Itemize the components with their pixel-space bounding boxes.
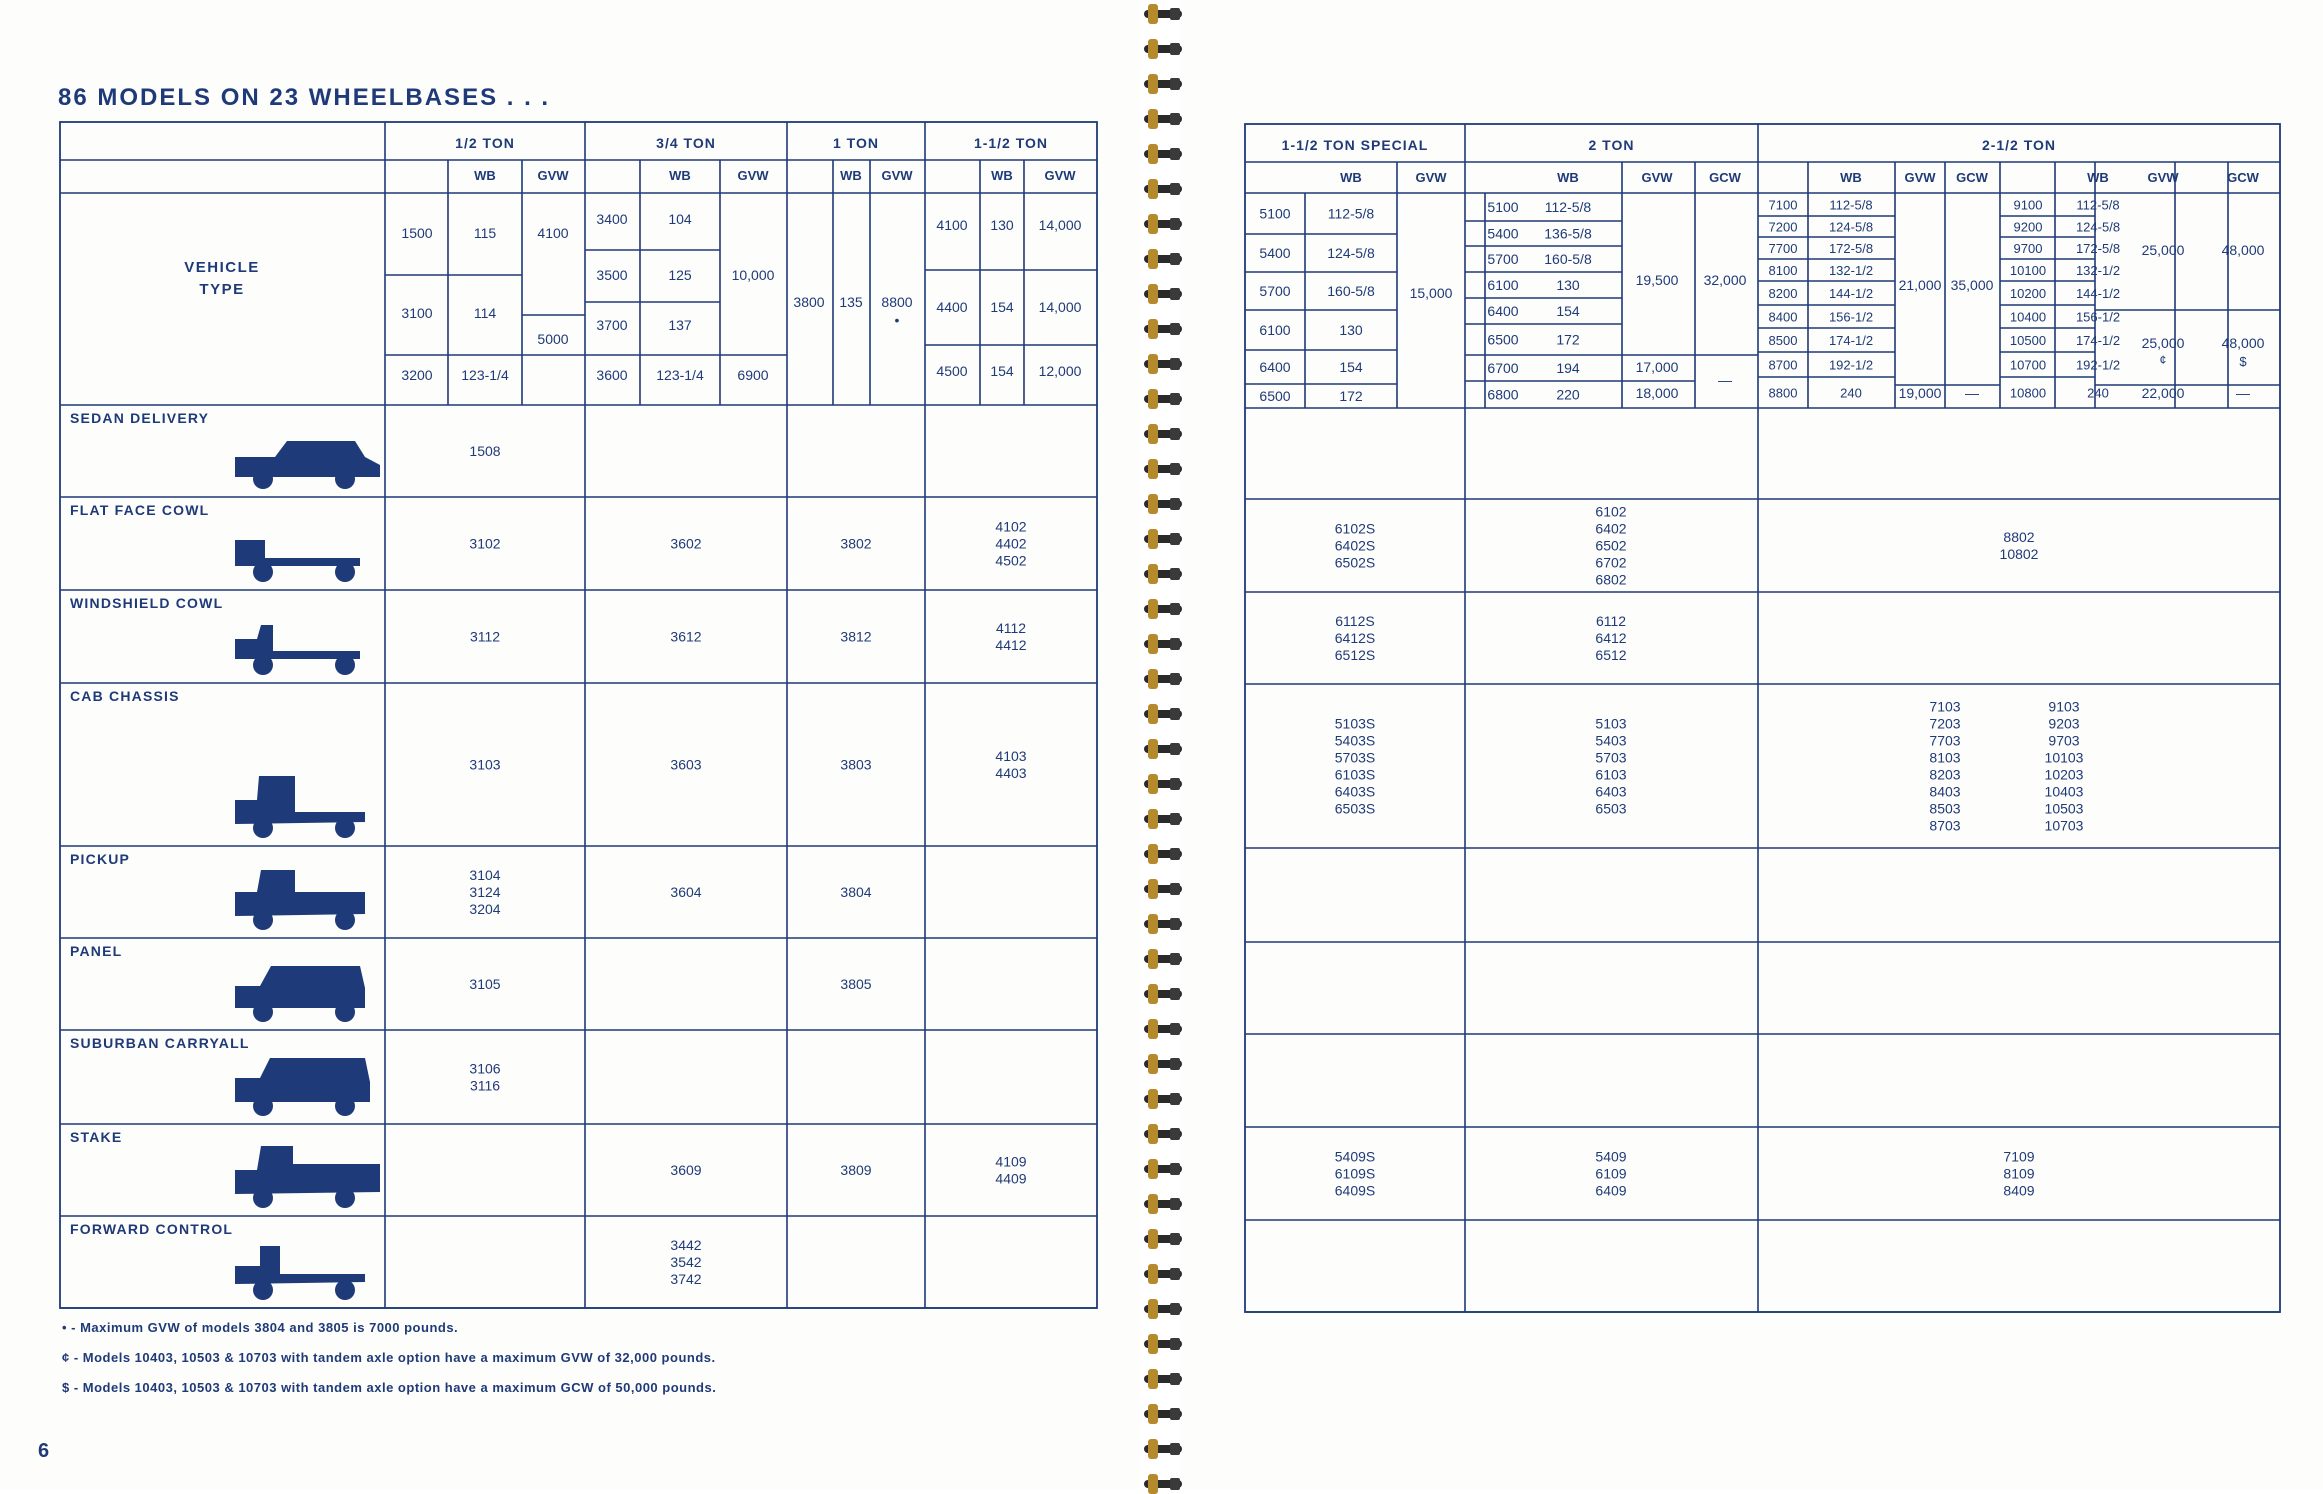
cell-text: 8400: [1768, 309, 1798, 325]
model-number: 6112: [1595, 613, 1627, 629]
cell-text: 3800: [793, 294, 825, 310]
cell-text: 25,000: [2141, 335, 2185, 351]
cell-text: 192-1/2: [1828, 357, 1874, 373]
flat-face-cowl-icon: [235, 540, 360, 582]
cell-text: 154: [1556, 303, 1580, 319]
gcw-header: GCW: [1709, 170, 1741, 185]
wb-header: WB: [840, 168, 862, 183]
model-number: 3602: [670, 535, 702, 552]
cell-text: —: [2236, 385, 2250, 401]
cell-text: 6100: [1259, 322, 1291, 338]
cell-text: 154: [1339, 359, 1363, 375]
cell-text: 135: [839, 294, 863, 310]
wb-header: WB: [474, 168, 496, 183]
model-number: 4103: [995, 748, 1027, 764]
pickup-icon: [235, 870, 365, 930]
group-header: 2 TON: [1588, 137, 1635, 153]
cell-text: 172-5/8: [1828, 241, 1874, 256]
model-number: 6512: [1595, 647, 1627, 663]
vehicle-name: PANEL: [70, 943, 123, 959]
cell-text: 48,000: [2221, 242, 2265, 258]
vehicle-name: CAB CHASSIS: [70, 688, 180, 704]
cell-text: 136-5/8: [1544, 225, 1592, 242]
model-number: 6402: [1595, 520, 1627, 537]
cell-text: •: [894, 312, 900, 328]
sedan-delivery-icon: [235, 441, 380, 489]
model-number: 6502S: [1334, 554, 1376, 571]
cell-text: 21,000: [1898, 277, 1942, 293]
model-number: 6112S: [1335, 613, 1375, 629]
cell-text: 4400: [936, 299, 968, 315]
cell-text: 5700: [1259, 283, 1291, 299]
model-number: 3609: [670, 1162, 702, 1178]
model-number: 3105: [469, 976, 501, 992]
cell-text: 124-5/8: [2075, 219, 2121, 235]
suburban-carryall-icon: [235, 1058, 370, 1116]
model-number: 6512S: [1334, 647, 1376, 663]
wb-header: WB: [1340, 170, 1362, 185]
model-number: 3805: [840, 976, 872, 992]
gcw-header: GCW: [1956, 170, 1988, 185]
cell-text: 10700: [2009, 357, 2047, 373]
group-header: 3/4 TON: [656, 135, 716, 151]
gvw-header: GVW: [2147, 170, 2179, 185]
vehicle-type-label: VEHICLE: [184, 259, 260, 276]
cell-text: 6800: [1487, 386, 1519, 403]
cell-text: 144-1/2: [1828, 286, 1874, 301]
model-number: 8203: [1929, 766, 1961, 783]
cell-text: —: [1718, 372, 1732, 388]
cell-text: 4100: [936, 217, 968, 233]
model-number: 6702: [1595, 554, 1627, 571]
cell-text: 5100: [1487, 199, 1519, 215]
model-number: 6103S: [1334, 766, 1376, 783]
model-number: 9103: [2048, 698, 2080, 715]
model-number: 6503: [1595, 800, 1627, 817]
cell-text: 8500: [1768, 333, 1798, 348]
cell-text: 9200: [2013, 219, 2043, 235]
group-header: 1-1/2 TON SPECIAL: [1281, 137, 1429, 153]
cell-text: 18,000: [1635, 385, 1679, 401]
cell-text: 10800: [2009, 385, 2047, 401]
cell-text: 115: [473, 225, 497, 241]
cell-text: 8800: [881, 294, 913, 310]
cell-text: $: [2239, 354, 2247, 369]
cell-text: 3100: [401, 305, 433, 321]
model-number: 10103: [2044, 749, 2084, 766]
cell-text: 8100: [1768, 263, 1798, 278]
cell-text: 156-1/2: [2075, 309, 2121, 325]
cell-text: 3500: [596, 267, 628, 283]
cell-text: 25,000: [2141, 242, 2185, 258]
cell-text: 4500: [936, 363, 968, 379]
model-number: 3102: [469, 535, 501, 552]
model-number: 3804: [840, 884, 872, 900]
cell-text: 10500: [2009, 333, 2047, 348]
model-number: 4412: [995, 637, 1027, 653]
model-number: 7109: [2003, 1148, 2035, 1165]
cell-text: 240: [1840, 385, 1862, 401]
model-number: 6409S: [1334, 1182, 1376, 1199]
cell-text: 8200: [1768, 286, 1798, 301]
gvw-header: GVW: [881, 168, 913, 183]
gvw-header: GVW: [1415, 170, 1447, 185]
model-number: 5103S: [1334, 715, 1376, 732]
group-header: 1/2 TON: [455, 135, 515, 151]
cell-text: 130: [1556, 277, 1580, 293]
model-number: 3116: [469, 1077, 501, 1094]
model-number: 1508: [469, 443, 501, 459]
cell-text: 192-1/2: [2075, 357, 2121, 373]
cell-text: 132-1/2: [2075, 263, 2121, 278]
cell-text: 3200: [401, 367, 433, 383]
cell-text: 8700: [1768, 357, 1798, 373]
cell-text: 14,000: [1038, 299, 1082, 315]
gvw-header: GVW: [537, 168, 569, 183]
cell-text: 7200: [1768, 219, 1798, 235]
cell-text: 154: [990, 299, 1014, 315]
cell-text: 3700: [596, 317, 628, 333]
cell-text: 5700: [1487, 251, 1519, 267]
model-number: 3802: [840, 535, 872, 552]
model-number: 6503S: [1334, 800, 1376, 817]
model-number: 9703: [2048, 732, 2080, 749]
cell-text: 124-5/8: [1327, 245, 1375, 261]
wb-header: WB: [991, 168, 1013, 183]
vehicle-name: STAKE: [70, 1129, 123, 1145]
model-number: 4409: [995, 1170, 1027, 1187]
cell-text: 6100: [1487, 277, 1519, 293]
model-number: 5703S: [1334, 749, 1376, 766]
panel-truck-icon: [235, 966, 365, 1022]
cell-text: 112-5/8: [2076, 197, 2120, 213]
model-number: 6403: [1595, 783, 1627, 800]
cell-text: ¢: [2159, 353, 2167, 367]
cell-text: 10400: [2009, 309, 2047, 325]
cell-text: 104: [668, 211, 692, 227]
model-number: 4112: [995, 620, 1027, 636]
vehicle-name: FORWARD CONTROL: [70, 1221, 234, 1237]
cell-text: 112-5/8: [1327, 205, 1375, 222]
gvw-header: GVW: [1044, 168, 1076, 183]
footnote-2: ¢ - Models 10403, 10503 & 10703 with tandem axle option have a maximum GVW of 32,000 pounds.: [62, 1350, 716, 1365]
model-number: 3809: [840, 1162, 872, 1178]
gcw-header: GCW: [2227, 170, 2259, 185]
cell-text: 10100: [2009, 263, 2047, 278]
cell-text: 123-1/4: [656, 367, 704, 383]
cell-text: 17,000: [1635, 359, 1679, 375]
wb-header: WB: [669, 168, 691, 183]
cell-text: 125: [668, 267, 692, 283]
wb-header: WB: [1840, 170, 1862, 185]
vehicle-name: WINDSHIELD COWL: [70, 595, 224, 611]
cell-text: 240: [2087, 385, 2109, 401]
model-number: 5403: [1595, 732, 1627, 749]
group-header: 1-1/2 TON: [973, 135, 1049, 151]
vehicle-name: FLAT FACE COWL: [70, 502, 210, 518]
model-number: 3106: [469, 1060, 501, 1077]
windshield-cowl-icon: [235, 625, 360, 675]
model-number: 3112: [469, 628, 501, 645]
model-number: 5409: [1595, 1148, 1627, 1165]
model-number: 3742: [670, 1271, 702, 1287]
model-number: 4502: [995, 552, 1027, 569]
cell-text: 172-5/8: [2075, 241, 2121, 256]
model-number: 10802: [1999, 546, 2039, 562]
model-number: 3803: [840, 756, 872, 773]
cell-text: 32,000: [1703, 272, 1747, 288]
model-number: 3612: [670, 628, 702, 645]
cell-text: 137: [668, 317, 692, 333]
model-number: 6802: [1595, 571, 1627, 588]
cell-text: 132-1/2: [1828, 263, 1874, 278]
model-number: 6412S: [1334, 630, 1376, 646]
cell-text: 172: [1556, 331, 1580, 348]
cell-text: 124-5/8: [1828, 219, 1874, 235]
group-header: 2-1/2 TON: [1981, 137, 2057, 153]
cell-text: 15,000: [1409, 285, 1453, 301]
cell-text: 220: [1556, 386, 1580, 403]
gvw-header: GVW: [1904, 170, 1936, 185]
cell-text: 7100: [1768, 197, 1798, 213]
cell-text: 172: [1339, 388, 1363, 404]
cell-text: 10200: [2009, 286, 2047, 301]
cell-text: 48,000: [2221, 335, 2265, 351]
model-number: 5403S: [1334, 732, 1376, 749]
cell-text: 8800: [1768, 385, 1798, 401]
model-number: 3542: [670, 1254, 702, 1270]
model-number: 6502: [1595, 537, 1627, 554]
cell-text: 160-5/8: [1327, 283, 1375, 299]
vehicle-name: PICKUP: [70, 851, 131, 867]
model-number: 10503: [2044, 800, 2084, 817]
right-table: [1245, 124, 2280, 1312]
cell-text: 4100: [537, 225, 569, 241]
model-number: 3124: [469, 884, 501, 900]
page-number: 6: [38, 1440, 50, 1462]
model-number: 8703: [1929, 817, 1961, 834]
model-number: 3103: [469, 756, 501, 773]
vehicle-name: SEDAN DELIVERY: [70, 410, 210, 426]
model-number: 6402S: [1334, 537, 1376, 554]
vehicle-type-label: TYPE: [199, 281, 245, 298]
model-number: 4102: [995, 518, 1027, 535]
model-number: 4403: [995, 765, 1027, 781]
cell-text: 9700: [2013, 241, 2043, 256]
model-number: 6109: [1595, 1165, 1627, 1182]
vehicle-name: SUBURBAN CARRYALL: [70, 1035, 250, 1051]
cell-text: 3400: [596, 211, 628, 227]
model-number: 6102S: [1334, 520, 1376, 537]
model-number: 7703: [1929, 732, 1961, 749]
gvw-header: GVW: [1641, 170, 1673, 185]
model-number: 8403: [1929, 783, 1961, 800]
wb-header: WB: [1557, 170, 1579, 185]
cell-text: 174-1/2: [1828, 333, 1874, 348]
cell-text: 130: [990, 217, 1014, 233]
cell-text: 123-1/4: [461, 367, 509, 383]
cell-text: 160-5/8: [1544, 251, 1592, 267]
cell-text: 1500: [401, 225, 433, 241]
model-number: 6412: [1595, 630, 1627, 646]
model-number: 10703: [2044, 817, 2084, 834]
gvw-header: GVW: [737, 168, 769, 183]
cell-text: 112-5/8: [1829, 197, 1873, 213]
cell-text: 174-1/2: [2075, 333, 2121, 348]
cell-text: 194: [1556, 360, 1580, 376]
cab-chassis-icon: [235, 776, 365, 838]
model-number: 5703: [1595, 749, 1627, 766]
model-number: 7203: [1929, 715, 1961, 732]
model-number: 9203: [2048, 715, 2080, 732]
model-number: 7103: [1929, 698, 1961, 715]
model-number: 10403: [2044, 783, 2084, 800]
group-header: 1 TON: [833, 135, 879, 151]
cell-text: 154: [990, 363, 1014, 379]
cell-text: 12,000: [1038, 363, 1082, 379]
cell-text: 9100: [2013, 197, 2043, 213]
cell-text: 5400: [1259, 245, 1291, 261]
model-number: 4402: [995, 535, 1027, 552]
cell-text: 3600: [596, 367, 628, 383]
model-number: 8802: [2003, 529, 2035, 545]
cell-text: 6400: [1259, 359, 1291, 375]
cell-text: 35,000: [1950, 277, 1994, 293]
cell-text: 6700: [1487, 360, 1519, 376]
cell-text: 156-1/2: [1828, 309, 1874, 325]
cell-text: 14,000: [1038, 217, 1082, 233]
cell-text: 6400: [1487, 303, 1519, 319]
cell-text: 22,000: [2141, 385, 2185, 401]
cell-text: 6500: [1259, 388, 1291, 404]
model-number: 5103: [1595, 715, 1627, 732]
page-title: 86 MODELS ON 23 WHEELBASES . . .: [58, 84, 551, 111]
cell-text: 10,000: [731, 267, 775, 283]
cell-text: 19,500: [1635, 272, 1679, 288]
model-number: 3104: [469, 867, 501, 883]
cell-text: 19,000: [1898, 385, 1942, 401]
stake-truck-icon: [235, 1146, 380, 1208]
footnote-1: • - Maximum GVW of models 3804 and 3805 is 7000 pounds.: [62, 1320, 459, 1335]
cell-text: 114: [473, 305, 497, 321]
model-number: 10203: [2044, 766, 2084, 783]
model-number: 3204: [469, 901, 501, 917]
model-number: 6103: [1595, 766, 1627, 783]
model-number: 8103: [1929, 749, 1961, 766]
model-number: 5409S: [1334, 1148, 1376, 1165]
model-number: 3603: [670, 756, 702, 773]
cell-text: —: [1965, 385, 1979, 401]
cell-text: 6900: [737, 367, 769, 383]
cell-text: 5400: [1487, 225, 1519, 242]
model-number: 6109S: [1334, 1165, 1376, 1182]
model-number: 3604: [670, 884, 702, 900]
model-number: 6403S: [1334, 783, 1376, 800]
model-number: 3812: [840, 628, 872, 645]
cell-text: 6500: [1487, 331, 1519, 348]
wb-header: WB: [2087, 170, 2109, 185]
model-number: 8409: [2003, 1182, 2035, 1199]
model-number: 4109: [995, 1153, 1027, 1170]
cell-text: 144-1/2: [2075, 286, 2121, 301]
model-number: 3442: [670, 1237, 702, 1253]
cell-text: 5100: [1259, 205, 1291, 222]
model-number: 6409: [1595, 1182, 1627, 1199]
cell-text: 112-5/8: [1544, 199, 1592, 215]
forward-control-icon: [235, 1246, 365, 1300]
cell-text: 5000: [537, 331, 569, 347]
model-number: 6102: [1595, 503, 1627, 520]
model-number: 8503: [1929, 800, 1961, 817]
cell-text: 130: [1339, 322, 1363, 338]
cell-text: 7700: [1768, 241, 1798, 256]
model-number: 8109: [2003, 1165, 2035, 1182]
footnote-3: $ - Models 10403, 10503 & 10703 with tandem axle option have a maximum GCW of 50,000 pounds.: [62, 1380, 717, 1395]
